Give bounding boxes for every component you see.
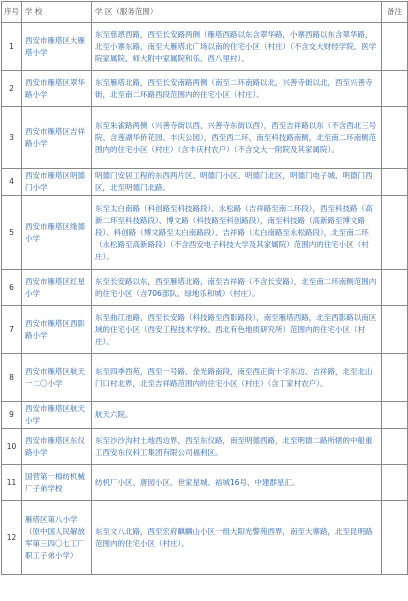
row-no: 9 (2, 402, 22, 429)
row-no: 10 (2, 429, 22, 465)
row-no: 7 (2, 306, 22, 354)
row-remark (382, 169, 408, 196)
table-row (2, 270, 408, 306)
row-range: 东至沙沙沟村土地西边界，西至东仪路，南至明德西路，北至明德二路所辖的中船重工西安东仪科工集团有限公司福利区。 (92, 429, 382, 465)
row-school: 西安市雁塔区航天一二〇小学 (22, 354, 92, 402)
row-school: 西安市雁塔区西影路小学 (22, 306, 92, 354)
row-range: 东至慈恩西路，西至长安路两侧（雁塔西路以东含翠华路，小寨西路以东含翠华路，北至小寨东路，南至大雁塔北广场以南的住宅小区（村庄）（不含交大财经学院、医学院家属院、师大附中家属院和乐、西八里村）。 (92, 23, 382, 71)
table-row (2, 429, 408, 465)
row-range: 东至雁塔北路，西至长安南路两侧（南至二环南路以北，兴善寺街以北，西至兴善寺街，北至南二环路西段范围内的住宅小区（村庄）。 (92, 71, 382, 107)
row-range: 明德门安居工程的东西两片区、明德门小区、明德门北区，明德门电子城、明德门西区，北至明德门北路。 (92, 169, 382, 196)
row-remark (382, 429, 408, 465)
row-no: 3 (2, 107, 22, 169)
row-no: 12 (2, 501, 22, 575)
row-no: 4 (2, 169, 22, 196)
row-remark (382, 107, 408, 169)
row-range: 东至文八北路，西至宏府麒麟山小区一组大阳光警苑西界，南至大寨路，北至昆明路范围内的住宅小区（村庄）。 (92, 501, 382, 575)
header-school: 学 校 (22, 2, 92, 23)
header-remark: 备注 (382, 2, 408, 23)
table-row (2, 23, 408, 71)
row-remark (382, 270, 408, 306)
row-remark (382, 465, 408, 501)
row-range: 东至曲江池路，西至长安路（科技路至西影路段），南至雁塔西路，北至西影路以南区域的住宅小区（西安工程技术学校、西北有色地质研究所）范围内的住宅小区（村庄）。 (92, 306, 382, 354)
row-remark (382, 501, 408, 575)
row-no: 11 (2, 465, 22, 501)
row-school: 西安市雁塔区航天小学 (22, 402, 92, 429)
row-no: 8 (2, 354, 22, 402)
table-row (2, 196, 408, 270)
row-school: 西安市雁塔区缘德小学 (22, 196, 92, 270)
row-remark (382, 402, 408, 429)
table-row (2, 501, 408, 575)
row-remark (382, 196, 408, 270)
row-range: 航天六院。 (92, 402, 382, 429)
row-school: 雁塔区第八小学（原中国人民解放军第三四〇七工厂职工子弟小学） (22, 501, 92, 575)
table-header-row (2, 2, 408, 23)
row-range: 东至长安路以东，西至雁塔北路，南至吉祥路（不含长安路），北至南二环南侧范围内的住宅小区（含706部队、绿地乐和城）（村庄）。 (92, 270, 382, 306)
table-row (2, 402, 408, 429)
row-range: 东至朱雀路两侧（兴善寺街以西，兴善寺东街以西），西至吉祥路以东（不含西北三号院、含莲湖华侨花园、丰庆公园），西至西二环，南至科技路南侧，北至南二环南侧范围内的住宅小区（村庄）（含丰庆村农户）（不含交大一附院及其家属院）。 (92, 107, 382, 169)
row-no: 5 (2, 196, 22, 270)
row-remark (382, 354, 408, 402)
row-school: 西安市雁塔区吉祥路小学 (22, 107, 92, 169)
row-remark (382, 71, 408, 107)
row-range: 东至太白南路（科创路至科技路段）、永松路（吉祥路至南二环段），西至科技路（高新二环至科技路段）、博文路（科技路至科创路段），南至科技路（高新路至博文路段）、科创路（博文路至太白南路段）、吉祥路（太白南路至永松路段），北至南二环（永松路至高新路段）（不含西安电子科技大学及其家属院）范围内的住宅小区（村庄）。 (92, 196, 382, 270)
header-no: 序号 (2, 2, 22, 23)
row-remark (382, 306, 408, 354)
row-no: 6 (2, 270, 22, 306)
table-row (2, 169, 408, 196)
row-school: 西安市雁塔区东仪路小学 (22, 429, 92, 465)
row-school: 西安市雁塔区红星小学 (22, 270, 92, 306)
row-no: 2 (2, 71, 22, 107)
table-row (2, 71, 408, 107)
row-school: 西安市雁塔区大雁塔小学 (22, 23, 92, 71)
row-no: 1 (2, 23, 22, 71)
header-range: 学 区（服务范围） (92, 2, 382, 23)
row-remark (382, 23, 408, 71)
row-range: 纺机厂小区、唐园小区、世家星城、裕城16号、中建群星汇。 (92, 465, 382, 501)
row-school: 西安市雁塔区翠华路小学 (22, 71, 92, 107)
table-row (2, 306, 408, 354)
table-row (2, 107, 408, 169)
table-row (2, 465, 408, 501)
row-range: 东至四季西苑，西至一号路、金光路南段，南至西正街十字东边、吉祥路，北至北山门口村北界，北至吉祥路范围内的住宅小区（村庄）（含丁家村农户）。 (92, 354, 382, 402)
table-row (2, 354, 408, 402)
row-school: 国营第一棉纺机械厂子弟学校 (22, 465, 92, 501)
row-school: 西安市雁塔区明德门小学 (22, 169, 92, 196)
school-district-table (1, 1, 408, 575)
